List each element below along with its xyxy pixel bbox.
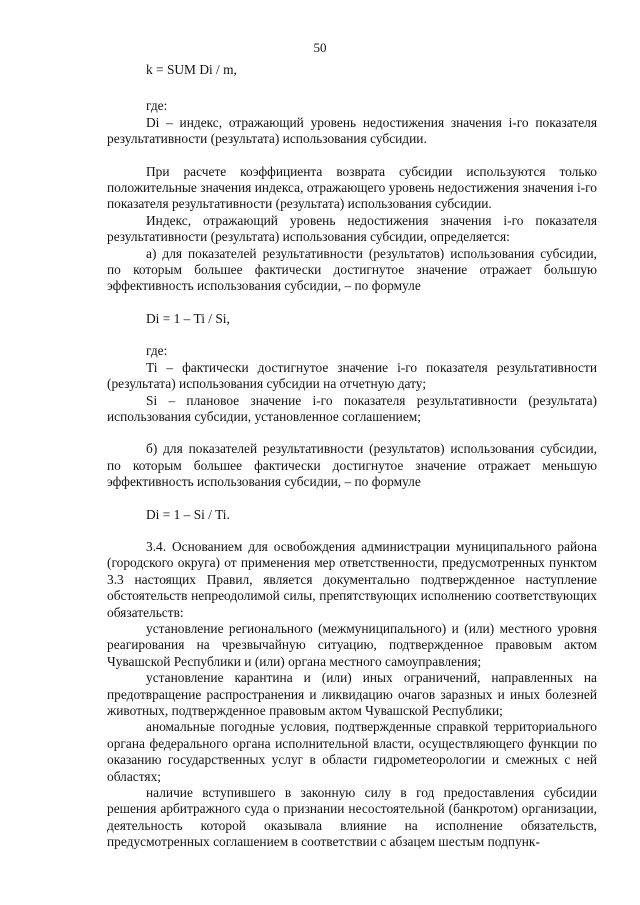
where-label-2: где: <box>146 343 168 359</box>
di-definition: Di – индекс, отражающий уровень недостижения значения i-го показателя результативности (результата) использования субсидии. <box>107 114 597 147</box>
paragraph-weather: аномальные погодные условия, подтвержденные справкой территориального органа федерального органа исполнительной власти, осуществляющего функции по оказанию государственных услуг в области гидрометеорологии и смежных с ней областях; <box>107 719 597 784</box>
paragraph-case-a: а) для показателей результативности (результатов) использования субсидии, по которым большее фактически достигнутое значение отражает большую эффективность использования субсидии, – по формуле <box>107 245 597 294</box>
document-body <box>107 62 597 851</box>
paragraph-index-definition: Индекс, отражающий уровень недостижения значения i-го показателя результативности (результата) использования субсидии, определяется: <box>107 212 597 245</box>
formula-k: k = SUM Di / m, <box>146 62 237 77</box>
paragraph-case-b: б) для показателей результативности (результатов) использования субсидии, по которым большее фактически достигнутое значение отражает меньшую эффективность использования субсидии, – по формуле <box>107 441 597 490</box>
page-number: 50 <box>313 40 327 55</box>
formula-a: Di = 1 – Ti / Si, <box>146 310 230 326</box>
paragraph-3-4: 3.4. Основанием для освобождения администрации муниципального района (городского округа) от применения мер ответственности, предусмотренных пунктом 3.3 настоящих Правил, является документально подтвержденное наступление обстоятельств непреодолимой силы, препятствующих исполнению соответствующих обязательств: <box>107 538 597 620</box>
paragraph-court-decision: наличие вступившего в законную силу в год предоставления субсидии решения арбитражного суда о признании несостоятельной (банкротом) организации, деятельность которой оказывала влияние на исполнение обязательств, предусмотренных соглашением в соответствии с абзацем шестым подпунк- <box>107 785 597 850</box>
where-label-1: где: <box>146 98 168 114</box>
paragraph-quarantine: установление карантина и (или) иных ограничений, направленных на предотвращение распространения и ликвидацию очагов заразных и иных болезней животных, подтвержденное правовым актом Чувашской Республики; <box>107 670 597 718</box>
formula-b: Di = 1 – Si / Ti. <box>146 506 230 522</box>
paragraph-emergency-level: установление регионального (межмуниципального) и (или) местного уровня реагирования на чрезвычайную ситуацию, подтвержденное правовым актом Чувашской Республики и (или) органа местного самоуправления; <box>107 620 597 669</box>
ti-definition: Ti – фактически достигнутое значение i-го показателя результативности (результата) использования субсидии на отчетную дату; <box>107 359 597 392</box>
si-definition: Si – плановое значение i-го показателя результативности (результата) использования субсидии, установленное соглашением; <box>107 392 597 424</box>
paragraph-positive-values: При расчете коэффициента возврата субсидии используются только положительные значения индекса, отражающего уровень недостижения значения i-го показателя результативности (результата) использования субсидии. <box>107 163 597 212</box>
